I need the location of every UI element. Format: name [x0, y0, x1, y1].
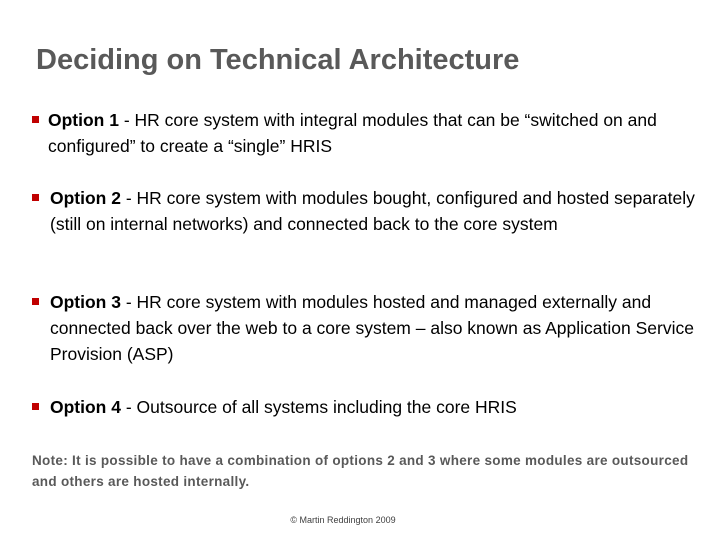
option-item-3: [32, 289, 704, 367]
option-description: - Outsource of all systems including the core HRIS: [120, 397, 517, 417]
square-bullet-icon: [32, 298, 39, 305]
option-description: - HR core system with modules hosted and managed externally and connected back over the web to a core system – also known as Application Service Provision (ASP): [50, 292, 694, 364]
option-item-2: [32, 185, 704, 237]
slide-title: Deciding on Technical Architecture: [36, 44, 520, 76]
option-item-1: [32, 107, 704, 159]
copyright-footer: © Martin Reddington 2009: [290, 515, 396, 525]
note-text: Note: It is possible to have a combination of options 2 and 3 where some modules are outsourced and others are hosted internally.: [32, 453, 689, 489]
option-text: [50, 185, 704, 237]
option-description: - HR core system with integral modules that can be “switched on and configured” to create a “single” HRIS: [48, 110, 657, 156]
square-bullet-icon: [32, 194, 39, 201]
option-label: Option 4: [50, 397, 121, 417]
option-label: Option 3: [50, 292, 121, 312]
square-bullet-icon: [32, 116, 39, 123]
option-label: Option 1: [48, 110, 119, 130]
option-item-4: [32, 394, 704, 420]
option-text: [50, 394, 704, 420]
option-text: [32, 107, 704, 159]
option-text: [50, 289, 704, 367]
option-label: Option 2: [50, 188, 121, 208]
square-bullet-icon: [32, 403, 39, 410]
option-description: - HR core system with modules bought, configured and hosted separately (still on internal networks) and connected back to the core system: [50, 188, 695, 234]
